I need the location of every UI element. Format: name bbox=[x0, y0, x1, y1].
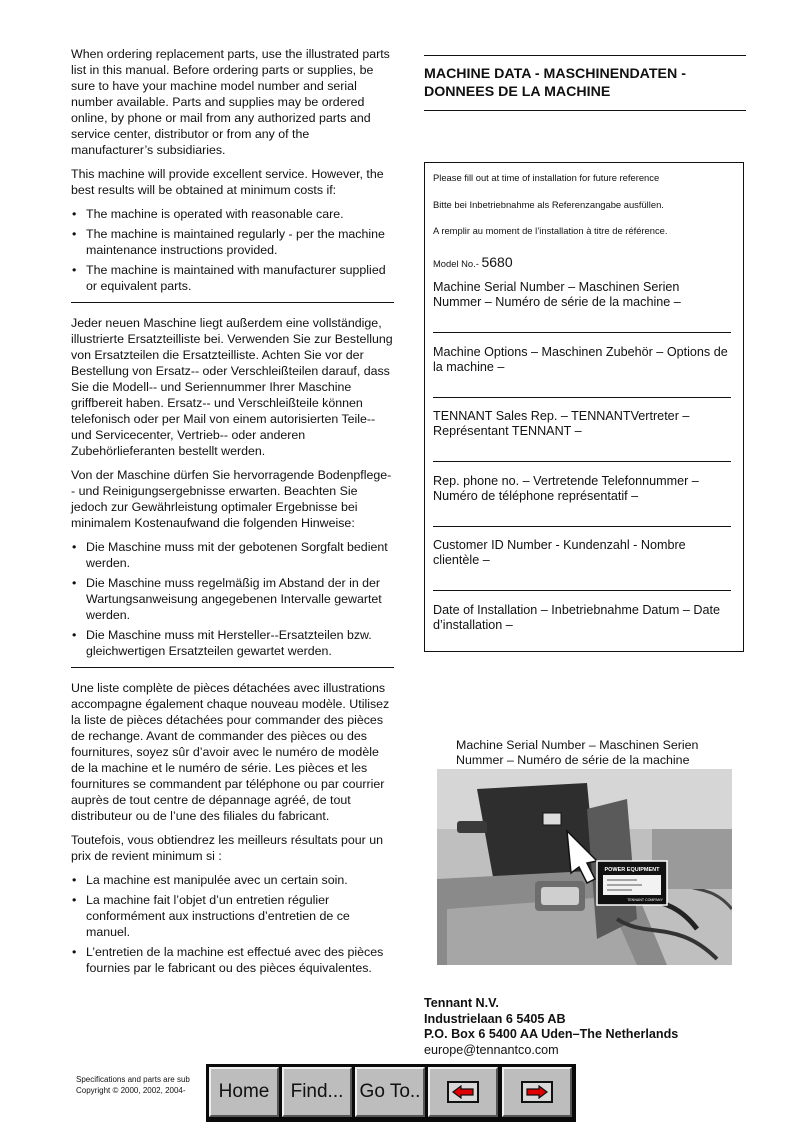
address-pobox: P.O. Box 6 5400 AA Uden–The Netherlands bbox=[424, 1027, 679, 1041]
list-item: • Die Maschine muss regelmäßig im Abstand der in der Wartungsanweisung angegebenen Intervalle gewartet werden. bbox=[71, 575, 394, 623]
model-number bbox=[433, 254, 513, 270]
rep-phone-input-line[interactable] bbox=[433, 526, 731, 527]
machine-options-field-label: Machine Options – Maschinen Zubehör – Options de la machine – bbox=[433, 345, 728, 374]
machine-data-heading bbox=[424, 55, 746, 111]
page-title: MACHINE DATA - MASCHINENDATEN - DONNEES DE LA MACHINE bbox=[424, 66, 686, 100]
right-arrow-icon-shape bbox=[526, 1085, 548, 1099]
serial-plate-photo bbox=[437, 769, 732, 965]
en-bullet-list bbox=[71, 206, 394, 294]
list-item: • La machine fait l’objet d’un entretien régulier conformément aux instructions d’entretien de ce manuel. bbox=[71, 892, 394, 940]
left-column bbox=[71, 46, 394, 984]
de-service-paragraph: Von der Maschine dürfen Sie hervorragende Bodenpflege-- und Reinigungsergebnisse erwarten. Beachten Sie jedoch zur Gewährleistung optimaler Ergebnisse bei minimalem Kostenaufwand die folgenden Hinweise: bbox=[71, 468, 392, 530]
photo-caption: Machine Serial Number – Maschinen Serien Nummer – Numéro de série de la machine bbox=[456, 738, 699, 767]
de-bullet-list bbox=[71, 539, 394, 659]
fr-bullet-list bbox=[71, 872, 394, 976]
en-intro-paragraph: When ordering replacement parts, use the illustrated parts list in this manual. Before ordering parts or supplies, be sure to have your machine model number and serial number available. Parts and supplies may be ordered online, by phone or mail from any authorized parts and service center, distributor or from any of the manufacturer’s subsidiaries. bbox=[71, 47, 390, 157]
company-name: Tennant N.V. bbox=[424, 996, 499, 1010]
installation-date-field-label: Date of Installation – Inbetriebnahme Datum – Date d’installation – bbox=[433, 603, 721, 632]
list-item: • L’entretien de la machine est effectué avec des pièces fournies par le fabricant ou des pièces équivalentes. bbox=[71, 944, 394, 976]
left-arrow-icon-shape bbox=[452, 1085, 474, 1099]
list-item: • The machine is operated with reasonable care. bbox=[71, 206, 394, 222]
note-en: Please fill out at time of installation for future reference bbox=[433, 172, 660, 183]
section-divider bbox=[71, 302, 394, 303]
serial-number-input-line[interactable] bbox=[433, 332, 731, 333]
machine-data-form bbox=[424, 162, 744, 652]
section-divider bbox=[71, 667, 394, 668]
sales-rep-field-label: TENNANT Sales Rep. – TENNANTVertreter – Représentant TENNANT – bbox=[433, 409, 690, 438]
goto-button[interactable]: Go To.. bbox=[355, 1067, 425, 1117]
note-de: Bitte bei Inbetriebnahme als Referenzangabe ausfüllen. bbox=[433, 199, 664, 210]
list-item: • Die Maschine muss mit der gebotenen Sorgfalt bedient werden. bbox=[71, 539, 394, 571]
model-value: 5680 bbox=[481, 254, 513, 270]
home-button[interactable]: Home bbox=[209, 1067, 279, 1117]
find-button[interactable]: Find... bbox=[282, 1067, 352, 1117]
list-item: • The machine is maintained regularly - per the machine maintenance instructions provided. bbox=[71, 226, 394, 258]
plate-brand: TENNANT COMPANY bbox=[627, 898, 663, 902]
de-intro-paragraph: Jeder neuen Maschine liegt außerdem eine vollständige, illustrierte Ersatzteilliste bei. Verwenden Sie zur Bestellung von Ersatzteilen die Ersatzteilliste. Achten Sie vor der Bestellung von Ersatz-- oder Verschleißteilen darauf, dass Sie die Modell-- und Seriennummer Ihrer Maschine griffbereit haben. Ersatz-- und Verschleißteile können telefonisch oder per Mail von einem autorisierten Teile-- und Servicecenter, Vertrieb-- oder anderen Zubehörlieferanten bestellt werden. bbox=[71, 316, 393, 458]
machine-illustration bbox=[437, 769, 732, 965]
navigation-bar bbox=[206, 1064, 576, 1122]
next-page-button[interactable] bbox=[502, 1067, 572, 1117]
customer-id-input-line[interactable] bbox=[433, 590, 731, 591]
fr-intro-paragraph: Une liste complète de pièces détachées avec illustrations accompagne également chaque nouveau modèle. Utilisez la liste de pièces détachées pour commander des pièces de rechange. Avant de commander des pièces ou des fournitures, soyez sûr d’avoir avec le numéro de modèle de la machine et le numéro de série. Les pièces et les fournitures se commandent par téléphone ou par courrier auprès de tout centre de dépannage agréé, de tout distributeur ou de l’une des filiales du fabricant. bbox=[71, 681, 390, 823]
fr-service-paragraph: Toutefois, vous obtiendrez les meilleurs résultats pour un prix de revient minimum si : bbox=[71, 833, 383, 863]
company-address bbox=[424, 996, 678, 1058]
note-fr: A remplir au moment de l’installation à titre de référence. bbox=[433, 225, 668, 236]
right-arrow-icon bbox=[521, 1081, 553, 1103]
footer-notice: Specifications and parts are sub Copyright © 2000, 2002, 2004- bbox=[76, 1075, 190, 1095]
model-label: Model No.- bbox=[433, 258, 479, 269]
address-street: Industrielaan 6 5405 AB bbox=[424, 1011, 566, 1026]
sales-rep-input-line[interactable] bbox=[433, 461, 731, 462]
list-item: • La machine est manipulée avec un certain soin. bbox=[71, 872, 394, 888]
list-item: • Die Maschine muss mit Hersteller--Ersatzteilen bzw. gleichwertigen Ersatzteilen gewartet werden. bbox=[71, 627, 394, 659]
customer-id-field-label: Customer ID Number - Kundenzahl - Nombre clientèle – bbox=[433, 538, 686, 567]
previous-page-button[interactable] bbox=[428, 1067, 498, 1117]
left-arrow-icon bbox=[447, 1081, 479, 1103]
en-service-paragraph: This machine will provide excellent service. However, the best results will be obtained at minimum costs if: bbox=[71, 167, 384, 197]
rep-phone-field-label: Rep. phone no. – Vertretende Telefonnummer – Numéro de téléphone représentatif – bbox=[433, 474, 699, 503]
list-item: • The machine is maintained with manufacturer supplied or equivalent parts. bbox=[71, 262, 394, 294]
serial-number-field-label: Machine Serial Number – Maschinen Serien Nummer – Numéro de série de la machine – bbox=[433, 280, 681, 309]
plate-title: POWER EQUIPMENT bbox=[604, 867, 660, 873]
contact-email[interactable]: europe@tennantco.com bbox=[424, 1042, 559, 1057]
machine-options-input-line[interactable] bbox=[433, 397, 731, 398]
